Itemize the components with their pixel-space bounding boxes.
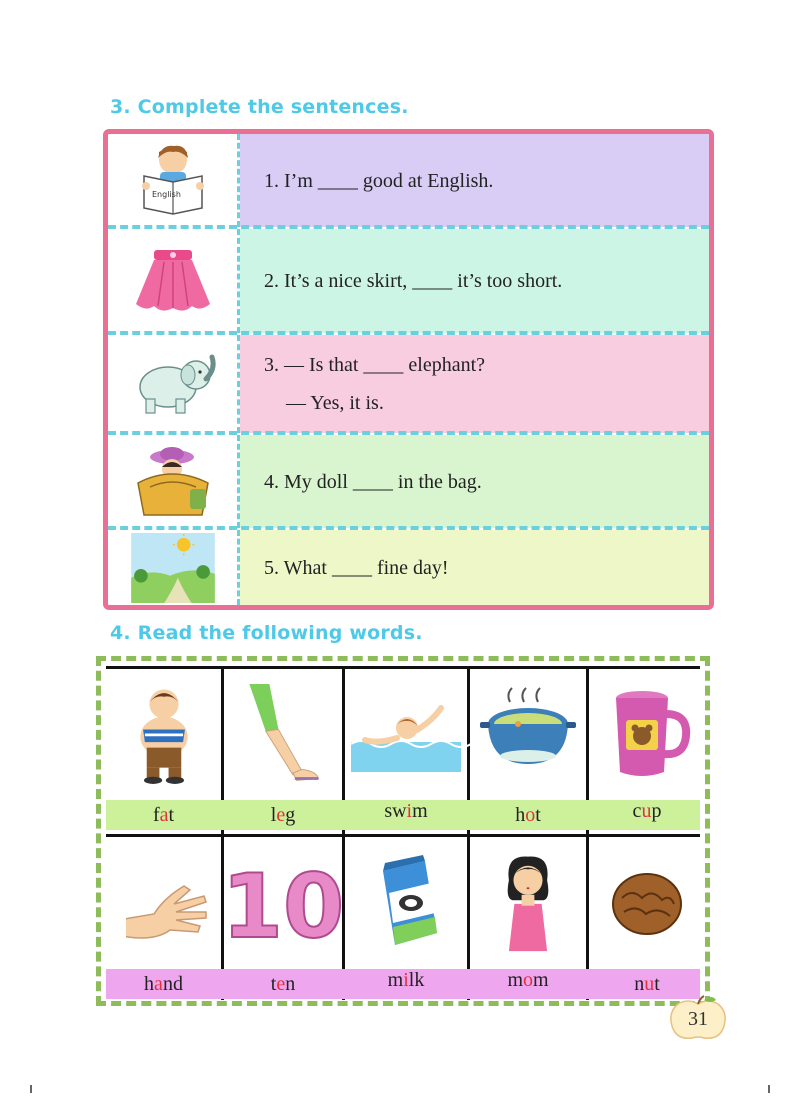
word-hand: hand [144, 973, 183, 995]
sentence-area [240, 435, 709, 528]
sentence-3-question: 3. — Is that ____ elephant? [264, 354, 486, 376]
svg-text:English: English [151, 189, 181, 199]
page-number-badge [668, 996, 728, 1038]
word-swim: swim [384, 800, 428, 822]
hand-icon [106, 838, 221, 968]
crop-mark [768, 1085, 770, 1093]
sentence-row [108, 134, 709, 227]
cup-icon [589, 669, 705, 799]
milk-carton-icon [345, 838, 467, 968]
svg-text:10: 10 [221, 855, 345, 958]
swimming-boy-icon [345, 669, 467, 799]
sentence-area [240, 335, 709, 433]
word-fat: fat [152, 804, 175, 826]
sentence-row [108, 530, 709, 605]
sentence-area [240, 530, 709, 605]
hot-soup-icon [470, 669, 586, 799]
mom-icon [470, 838, 586, 968]
doll-in-bag-icon [108, 435, 237, 528]
sentence-2: 2. It’s a nice skirt, ____ it’s too short. [264, 270, 563, 292]
skirt-icon [108, 229, 237, 333]
word-band-row-1 [106, 800, 700, 830]
exercise-3-table [103, 129, 714, 610]
sentence-4: 4. My doll ____ in the bag. [264, 470, 482, 493]
sentence-row [108, 229, 709, 333]
walnut-icon [589, 838, 705, 968]
elephant-icon [108, 335, 237, 433]
word-band-row-2 [106, 969, 700, 999]
leg-icon [224, 669, 342, 799]
sentence-5: 5. What ____ fine day! [264, 556, 449, 579]
word-milk: milk [387, 969, 425, 991]
sentence-3-answer: — Yes, it is. [286, 392, 384, 414]
word-ten: ten [270, 973, 296, 995]
exercise-3-heading: 3. Complete the sentences. [110, 96, 409, 118]
number-ten-icon [221, 838, 345, 968]
sentence-1: 1. I’m ____ good at English. [264, 169, 494, 192]
crop-mark [30, 1085, 32, 1093]
sentence-area [240, 229, 709, 333]
exercise-4-word-grid [96, 656, 710, 1006]
word-cup: cup [632, 800, 662, 822]
sentence-row [108, 335, 709, 433]
word-nut: nut [634, 973, 660, 995]
boy-reading-icon [108, 134, 237, 227]
word-hot: hot [515, 804, 541, 826]
sentence-area [240, 134, 709, 227]
word-leg: leg [270, 804, 296, 826]
chubby-boy-icon [106, 669, 221, 799]
sentence-row [108, 435, 709, 528]
sunny-landscape-icon [108, 530, 237, 605]
exercise-4-heading: 4. Read the following words. [110, 622, 423, 644]
page-number: 31 [688, 1008, 708, 1030]
word-mom: mom [507, 969, 549, 991]
